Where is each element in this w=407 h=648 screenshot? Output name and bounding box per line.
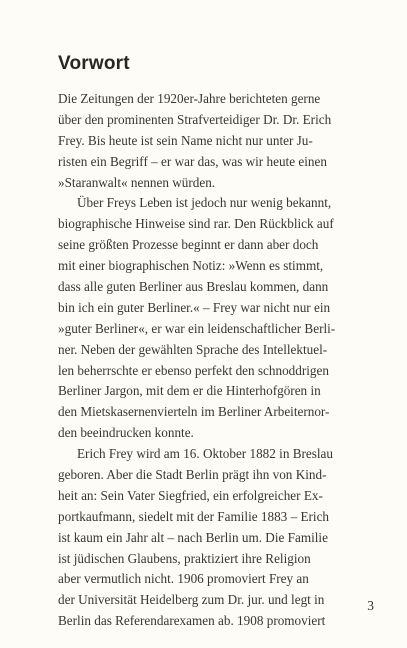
text-line: biographische Hinweise sind rar. Den Rückblick auf	[58, 216, 334, 232]
text-line: »Staranwalt« nennen würden.	[58, 174, 216, 190]
text-line: »guter Berliner«, er war ein leidenschaftlicher Berli-	[58, 320, 336, 336]
text-line: aber vermutlich nicht. 1906 promoviert Frey an	[58, 571, 309, 587]
text-line: seine größten Prozesse beginnt er dann aber doch	[58, 237, 319, 253]
page-number: 3	[367, 598, 374, 613]
text-line: bin ich ein guter Berliner.« – Frey war nicht nur ein	[58, 299, 331, 315]
text-line: ist jüdischen Glaubens, praktiziert ihre Religion	[58, 550, 311, 566]
text-line: ist kaum ein Jahr alt – nach Berlin um. Die Familie	[58, 529, 328, 545]
text-line: len beherrschte er ebenso perfekt den schnoddrigen	[58, 362, 329, 378]
text-line: ner. Neben der gewählten Sprache des Intellektuel-	[58, 341, 328, 357]
text-line: Berliner Jargon, mit dem er die Hinterhofgören in	[58, 383, 321, 399]
text-line: der Universität Heidelberg zum Dr. jur. und legt in	[58, 592, 325, 608]
text-line: geboren. Aber die Stadt Berlin prägt ihn von Kind-	[58, 467, 327, 483]
text-line: mit einer biographischen Notiz: »Wenn es stimmt,	[58, 258, 324, 274]
text-line: den beeindrucken konnte.	[58, 425, 194, 441]
text-line: heit an: Sein Vater Siegfried, ein erfolgreicher Ex-	[58, 487, 323, 503]
text-line: Über Freys Leben ist jedoch nur wenig bekannt,	[77, 195, 332, 211]
text-line: den Mietskasernenvierteln im Berliner Arbeiternor-	[58, 404, 330, 420]
text-line: risten ein Begriff – er war das, was wir heute einen	[58, 153, 327, 169]
text-line: Erich Frey wird am 16. Oktober 1882 in Breslau	[77, 446, 334, 462]
text-line: Frey. Bis heute ist sein Name nicht nur unter Ju-	[58, 132, 313, 148]
text-line: dass alle guten Berliner aus Breslau kommen, dann	[58, 279, 329, 295]
text-line: über den prominenten Strafverteidiger Dr. Dr. Erich	[58, 111, 332, 127]
text-line: portkaufmann, siedelt mit der Familie 1883 – Erich	[58, 508, 330, 524]
text-line: Berlin das Referendarexamen ab. 1908 promoviert	[58, 613, 326, 629]
chapter-heading: Vorwort	[58, 53, 130, 74]
text-line: Die Zeitungen der 1920er-Jahre berichteten gerne	[58, 91, 321, 106]
body-text	[58, 89, 373, 632]
